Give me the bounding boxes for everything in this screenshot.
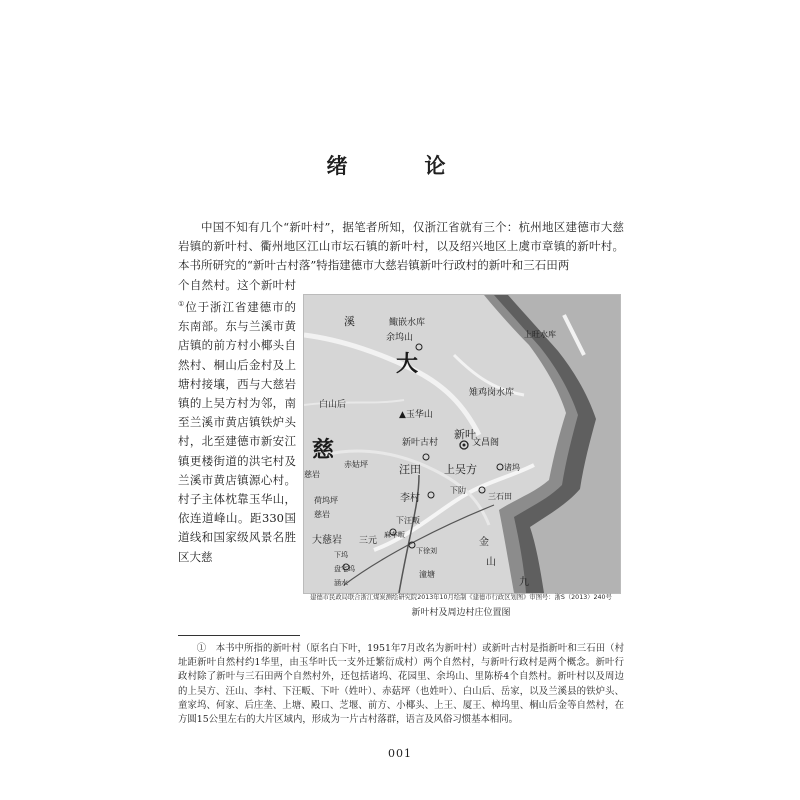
side-column-text bbox=[178, 276, 296, 567]
map-label-wenchangge: 文昌阁 bbox=[472, 438, 500, 448]
map-label-sihe: 盘宅坞 bbox=[334, 565, 355, 573]
side-text-before: 个自然村。这个新叶村 bbox=[178, 278, 296, 292]
map-label-ligu: 李村 bbox=[400, 493, 420, 504]
map-caption: 新叶村及周边村庄位置图 bbox=[411, 608, 511, 618]
map-label-xiapi: 下阞 bbox=[450, 486, 466, 495]
map-label-xiajiangliu: 下徐刘 bbox=[416, 547, 437, 555]
map-label-madongcun: 麻车畈 bbox=[384, 531, 405, 539]
intro-paragraph: 中国不知有几个“新叶村”，据笔者所知，仅浙江省就有三个：杭州地区建德市大慈岩镇的新叶村、衢州地区江山市坛石镇的新叶村，以及绍兴地区上虞市章镇的新叶村。本书所研究的“新叶古村落”特指建德市大慈岩镇新叶行政村的新叶和三石田两 bbox=[178, 220, 624, 273]
map-label-shangwang: 上旺水库 bbox=[524, 330, 556, 339]
footnote-divider bbox=[178, 635, 300, 636]
map-label-jin: 金 bbox=[479, 537, 489, 548]
map-label-jiu: 九 bbox=[519, 577, 529, 588]
map-label-dacaiyan: 大慈岩 bbox=[312, 535, 342, 546]
map-label-wangshui: 涵水 bbox=[334, 579, 348, 587]
map-label-shan: 山 bbox=[486, 557, 496, 568]
map-label-zhuwu: 诸坞 bbox=[504, 463, 520, 472]
map-label-xi: 溪 bbox=[344, 315, 355, 328]
map-label-sanshitian: 三石田 bbox=[488, 492, 512, 501]
footnote: ① 本书中所指的新叶村（原名白下叶，1951年7月改名为新叶村）或新叶古村是指新叶和三石田（村址距新叶自然村约1华里，由玉华叶氏一支外迁繁衍成村）两个自然村，与新叶行政村是两个概念。新叶行政村除了新叶与三石田两个自然村外，还包括诸坞、花园里、余坞山、里陈桥4个自然村。新叶村以及周边的上吴方、汪山、李村、下汪畈、下叶（姓叶）、赤菇坪（也姓叶）、白山后、岳家，以及兰溪县的铁炉头、童家坞、何家、后庄垄、上塘、殿口、芝堰、前方、小椰头、上王、厦王、樟坞里、桐山后金等自然村，在方圆15公里左右的大片区域内，形成为一片古村落群，语言及风俗习惯基本相同。 bbox=[178, 643, 624, 726]
page-number: 001 bbox=[388, 747, 412, 760]
map-label-yuwushan: 余坞山 bbox=[386, 333, 414, 343]
map-label-ciyan-left: 慈岩 bbox=[304, 470, 320, 479]
side-text-after: 位于浙江省建德市的东南部。东与兰溪市黄店镇的前方村小椰头自然村、桐山后金村及上塘村接壤，西与大慈岩镇的上吴方村为邻，南至兰溪市黄店镇铁炉头村，北至建德市新安江镇更楼街道的洪宅村及兰溪市黄店镇源心村。村子主体枕靠玉华山，依连道峰山。距330国道线和国家级风景名胜区大慈 bbox=[178, 300, 297, 564]
map-label-xinyegucun: 新叶古村 bbox=[402, 438, 439, 448]
map-label-xinye: 新叶 bbox=[454, 428, 476, 441]
footnote-marker[interactable]: ① bbox=[178, 300, 186, 309]
location-map bbox=[303, 294, 621, 594]
map-label-wangtian: 汪田 bbox=[399, 463, 421, 476]
map-label-baishanhou: 白山后 bbox=[319, 400, 347, 410]
chapter-title: 绪 论 bbox=[326, 154, 474, 178]
map-label-zhijigang: 雉鸡岗水库 bbox=[469, 388, 515, 398]
map-label-yuhuashan: ▲玉华山 bbox=[399, 410, 433, 420]
map-label-heshiping: 荷坞坪 bbox=[314, 496, 338, 505]
map-label-ciyan2: 慈岩 bbox=[314, 510, 330, 519]
map-label-xiashewu: 下坞 bbox=[334, 551, 348, 559]
map-label-da: 大 bbox=[396, 352, 419, 377]
map-svg bbox=[304, 295, 620, 593]
map-label-ci: 慈 bbox=[312, 438, 335, 463]
map-label-sanyuan: 三元 bbox=[359, 536, 378, 546]
map-label-liangshui: 鲰嵌水库 bbox=[389, 318, 426, 328]
map-label-chigouping: 赤姑坪 bbox=[344, 460, 368, 469]
map-credit: 建德市民政局联合浙江煤炭测绘研究院2013年10月绘制《建德市行政区划图》审图号：浙S（2013）240号 bbox=[310, 594, 612, 601]
map-label-tongnang: 潼塘 bbox=[419, 570, 435, 579]
map-label-xiawangpan: 下汪畈 bbox=[396, 516, 420, 525]
map-label-shangwufang: 上吴方 bbox=[444, 463, 477, 476]
